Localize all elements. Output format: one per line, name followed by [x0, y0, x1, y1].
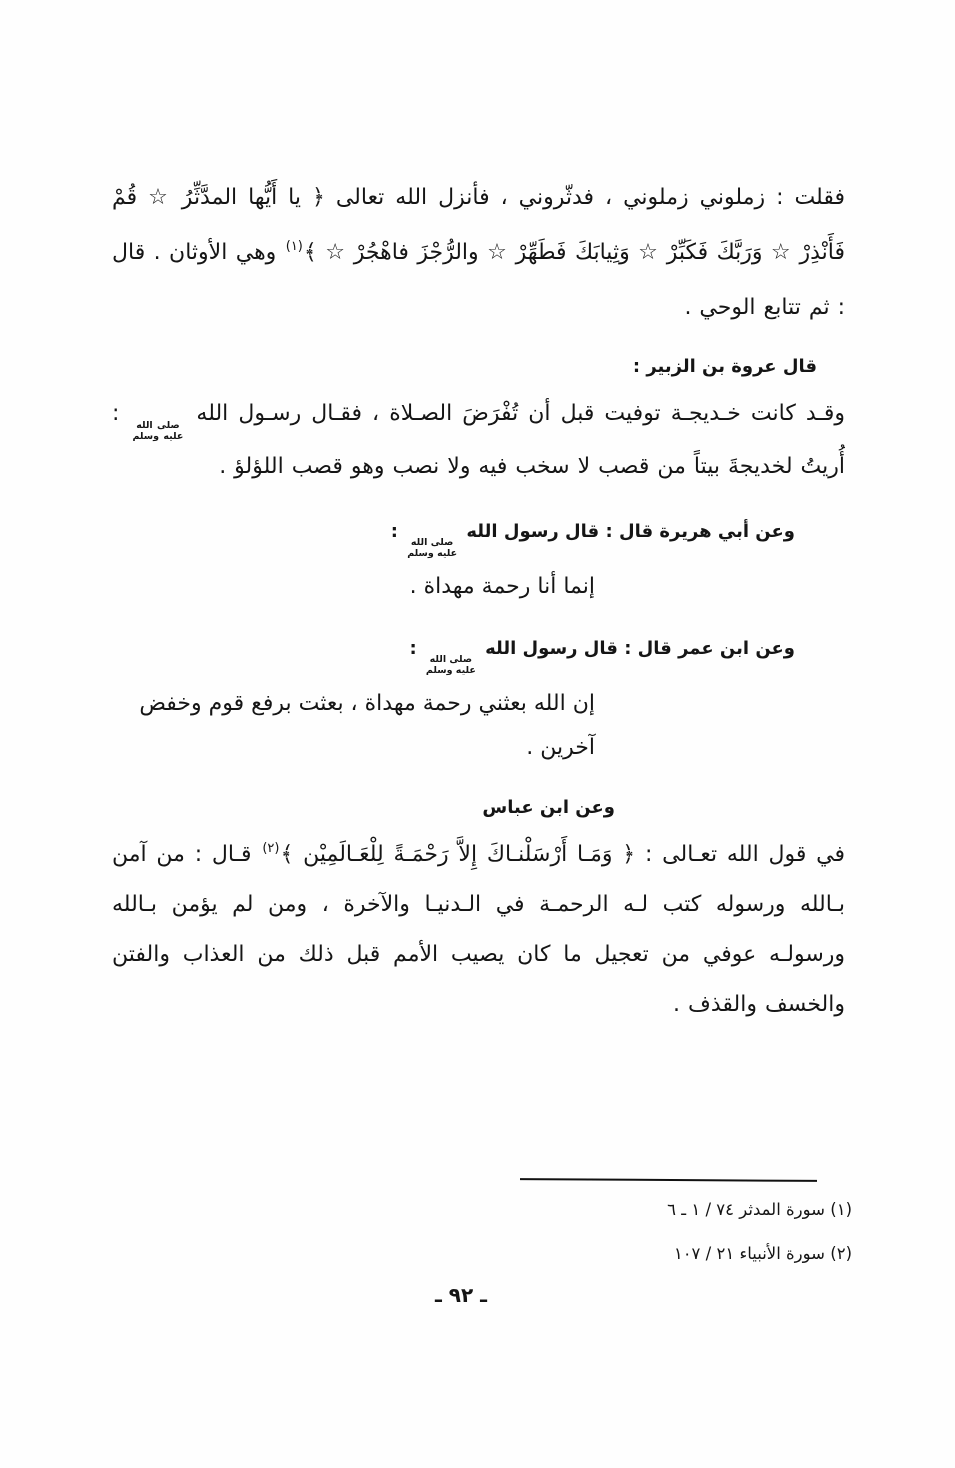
revelation-tail: وهي الأوثان . قال : ثم تتابع الوحي .: [112, 240, 845, 320]
narrator-heading-ibn-umar: [112, 635, 795, 676]
page-number: ـ ٩٢ ـ: [434, 1283, 488, 1307]
pbuh-bottom: عليه وسلم: [407, 547, 458, 559]
pbuh-top: صلى الله: [410, 537, 454, 548]
footnote-ref-1: (١): [285, 239, 303, 254]
pbuh-symbol: [132, 421, 183, 442]
pbuh-symbol: [426, 655, 476, 676]
pbuh-top: صلى الله: [429, 654, 473, 665]
paragraph-khadija: [112, 389, 845, 492]
ibn-abbas-commentary: قـال : من آمن بـالله ورسوله كتب لـه الرحمـة في الـدنيـا والآخرة ، ومن لم يؤمن بـالله ورسولـه عوفي من تعجيل ما كان يصيب الأمم قبل ذلك من العذاب والفتن والخسف والقذف .: [112, 842, 845, 1017]
pbuh-bottom: عليه وسلم: [425, 664, 476, 676]
footnote-ref-2: (٢): [262, 841, 280, 856]
ibn-umar-colon: :: [409, 638, 423, 659]
narrator-heading-urwa: قال عروة بن الزبير :: [632, 356, 817, 377]
revelation-text: فقلت : زملوني زملوني ، فدثّروني ، فأنزل الله تعالى ﴿ يا أَيُّها المدَّثِّرُ ☆ قُمْ فَأَنْذِرْ ☆ وَرَبَّكَ فَكَبِّرْ ☆ وَثِيابَكَ فَطَهِّرْ ☆ والرُّجْزَ فاهْجُرْ ☆ ﴾: [112, 185, 846, 265]
footnote-2: (٢) سورة الأنبياء ٢١ / ١٠٧: [673, 1244, 852, 1263]
hadith-quote-sent-mercy: إن الله بعثني رحمة مهداة ، بعثت برفع قوم وخفض آخرين .: [139, 691, 595, 760]
ibn-umar-label: وعن ابن عمر قال : قال رسول الله: [478, 638, 795, 659]
narrator-heading-abu-hurayra: [112, 518, 795, 559]
pbuh-top: صلى الله: [136, 420, 180, 431]
paragraph-ibn-abbas: [112, 830, 845, 1030]
footnote-separator: [520, 1178, 817, 1182]
abu-hurayra-label: وعن أبي هريرة قال : قال رسول الله: [460, 521, 795, 542]
khadija-text-after: : أُريتُ لخديجةَ بيتاً من قصب لا سخب فيه ولا نصب وهو قصب اللؤلؤ .: [112, 401, 845, 479]
abu-hurayra-colon: :: [390, 521, 405, 542]
hadith-quote-mercy: إنما أنا رحمة مهداة .: [409, 574, 595, 599]
narrator-heading-ibn-abbas: وعن ابن عباس: [482, 797, 615, 818]
ibn-abbas-verse: في قول الله تعـالى : ﴿ وَمَـا أَرْسَلْنـاكَ إِلاَّ رَحْمَـةً لِلْعَـالَمِيْن ﴾: [280, 842, 845, 867]
pbuh-symbol: [407, 538, 457, 559]
footnote-1: (١) سورة المدثر ٧٤ / ١ ـ ٦: [667, 1200, 852, 1219]
paragraph-revelation: [112, 170, 845, 335]
khadija-text-before: وقـد كانت خـديجـة توفيت قبل أن تُفْرَضَ الصـلاة ، فقـال رسـول الله: [186, 401, 845, 426]
main-text-block: [112, 170, 845, 1030]
pbuh-bottom: عليه وسلم: [132, 430, 184, 442]
